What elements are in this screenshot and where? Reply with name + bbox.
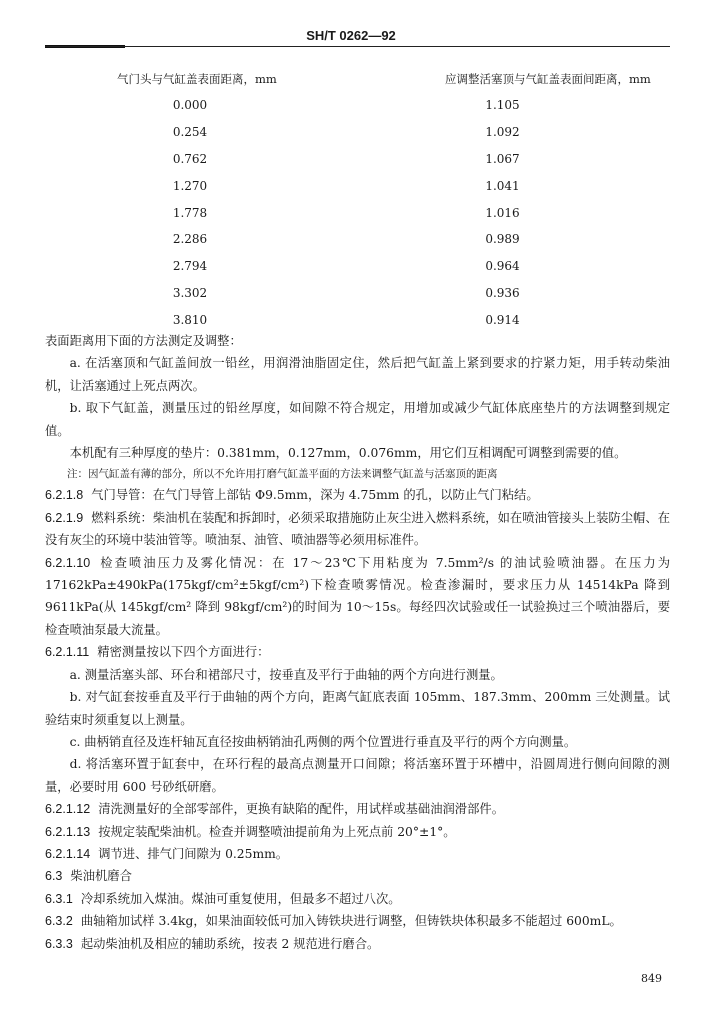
section-text: 燃料系统：柴油机在装配和拆卸时，必须采取措施防止灰尘进入燃料系统，如在喷油管接头上装防尘帽、在没有灰尘的环境中装油管等。喷油泵、油管、喷油器等必须用标准件。 — [45, 510, 670, 548]
table-cell: 0.936 — [485, 285, 520, 300]
section-number: 6.2.1.10 — [45, 555, 91, 570]
table-cell: 0.989 — [485, 232, 520, 247]
table-cell: 1.067 — [485, 151, 520, 166]
intro-paragraph: 表面距离用下面的方法测定及调整： — [45, 334, 242, 348]
section-text: 调节进、排气门间隙为 0.25mm。 — [98, 846, 289, 861]
table-cell: 1.016 — [485, 205, 520, 220]
section-number: 6.3.3 — [45, 936, 73, 951]
section-text: 清洗测量好的全部零部件，更换有缺陷的配件，用试样或基础油润滑部件。 — [98, 802, 504, 817]
table-row — [45, 253, 670, 280]
section-6-2-1-12 — [45, 798, 670, 820]
table-cell: 1.041 — [485, 178, 520, 193]
header-rule — [45, 46, 670, 47]
section-6-2-1-13 — [45, 821, 670, 843]
step-b-paragraph: b. 取下气缸盖，测量压过的铅丝厚度，如间隙不符合规定，用增加或减少气缸体底座垫片的方法调整到规定值。 — [45, 401, 670, 438]
table-row — [45, 226, 670, 253]
table-row — [45, 199, 670, 226]
section-number: 6.2.1.11 — [45, 645, 90, 660]
measure-a-paragraph: a. 测量活塞头部、环台和裙部尺寸，按垂直及平行于曲轴的两个方向进行测量。 — [69, 667, 503, 682]
section-text: 起动柴油机及相应的辅助系统，按表 2 规范进行磨合。 — [80, 936, 380, 951]
section-number: 6.2.1.8 — [45, 488, 84, 503]
page-header: SH/T 0262—92 — [306, 28, 396, 43]
section-text: 检查喷油压力及雾化情况：在 17～23℃下用粘度为 7.5mm²/s 的油试验喷油器。在压力为 17162kPa±490kPa(175kgf/cm²±5kgf/cm²)下检查喷雾情况。检查渗漏时，要求压力从 14514kPa 降到 9611kPa(从 145kgf/cm² 降到 98kgf/cm²)的时间为 10～15s。每经四次试验或任一试验换过三个喷油器后，要检查喷油泵最大流量。 — [45, 555, 670, 637]
section-6-3 — [45, 865, 670, 887]
section-number: 6.3.1 — [45, 891, 73, 906]
page-number: 849 — [641, 972, 662, 985]
table-cell: 0.762 — [172, 151, 208, 166]
section-6-3-1 — [45, 888, 670, 910]
section-6-2-1-9 — [45, 507, 670, 552]
table-row — [45, 92, 670, 119]
document-body — [45, 330, 670, 955]
table-cell: 2.794 — [172, 259, 208, 274]
table-row — [45, 119, 670, 146]
table-col1-header: 气门头与气缸盖表面距离，mm — [117, 72, 277, 86]
table-cell: 1.105 — [485, 98, 520, 113]
section-number: 6.3 — [45, 869, 63, 884]
section-6-2-1-14 — [45, 843, 670, 865]
note-paragraph: 注：因气缸盖有薄的部分，所以不允许用打磨气缸盖平面的方法来调整气缸盖与活塞顶的距离 — [67, 468, 498, 481]
table-col2-header: 应调整活塞顶与气缸盖表面间距离，mm — [445, 72, 651, 86]
section-number: 6.2.1.14 — [45, 846, 91, 861]
section-number: 6.2.1.9 — [45, 510, 84, 525]
section-6-3-2 — [45, 910, 670, 932]
section-text: 柴油机磨合 — [70, 869, 132, 884]
section-text: 曲轴箱加试样 3.4kg，如果油面较低可加入铸铁块进行调整，但铸铁块体积最多不能超过 600mL。 — [80, 914, 622, 929]
table-cell: 1.270 — [172, 178, 208, 193]
table-cell: 0.000 — [172, 98, 208, 113]
section-6-2-1-8 — [45, 484, 670, 506]
section-6-3-3 — [45, 933, 670, 955]
table-cell: 0.964 — [485, 259, 520, 274]
section-text: 冷却系统加入煤油。煤油可重复使用，但最多不超过八次。 — [80, 891, 401, 906]
table-cell: 1.778 — [172, 205, 208, 220]
table-cell: 2.286 — [172, 232, 208, 247]
table-cell: 3.810 — [172, 312, 208, 327]
section-6-2-1-10 — [45, 552, 670, 642]
table-row — [45, 172, 670, 199]
section-number: 6.2.1.13 — [45, 824, 91, 839]
table-cell: 0.914 — [485, 312, 520, 327]
shim-paragraph: 本机配有三种厚度的垫片：0.381mm，0.127mm，0.076mm，用它们互相调配可调整到需要的值。 — [69, 446, 627, 461]
section-6-2-1-11 — [45, 641, 670, 663]
table-cell: 3.302 — [172, 285, 208, 300]
step-a-paragraph: a. 在活塞顶和气缸盖间放一铅丝，用润滑油脂固定住，然后把气缸盖上紧到要求的拧紧力矩，用手转动柴油机，让活塞通过上死点两次。 — [45, 356, 670, 393]
measure-b-paragraph: b. 对气缸套按垂直及平行于曲轴的两个方向，距离气缸底表面 105mm、187.3mm、200mm 三处测量。试验结束时须重复以上测量。 — [45, 690, 670, 727]
table-header-row — [45, 66, 670, 92]
clearance-table — [45, 66, 670, 333]
measure-d-paragraph: d. 将活塞环置于缸套中，在环行程的最高点测量开口间隙；将活塞环置于环槽中，沿圆周进行侧向间隙的测量，必要时用 600 号砂纸研磨。 — [45, 757, 670, 794]
section-number: 6.2.1.12 — [45, 802, 91, 817]
section-text: 按规定装配柴油机。检查并调整喷油提前角为上死点前 20°±1°。 — [98, 824, 456, 839]
table-cell: 0.254 — [172, 125, 208, 140]
section-text: 精密测量按以下四个方面进行： — [97, 645, 270, 660]
table-row — [45, 280, 670, 307]
section-text: 气门导管：在气门导管上部钻 Φ9.5mm，深为 4.75mm 的孔，以防止气门粘结。 — [91, 488, 539, 503]
table-cell: 1.092 — [485, 125, 520, 140]
table-row — [45, 146, 670, 173]
section-number: 6.3.2 — [45, 914, 73, 929]
measure-c-paragraph: c. 曲柄销直径及连杆轴瓦直径按曲柄销油孔两侧的两个位置进行垂直及平行的两个方向测量。 — [69, 734, 577, 749]
